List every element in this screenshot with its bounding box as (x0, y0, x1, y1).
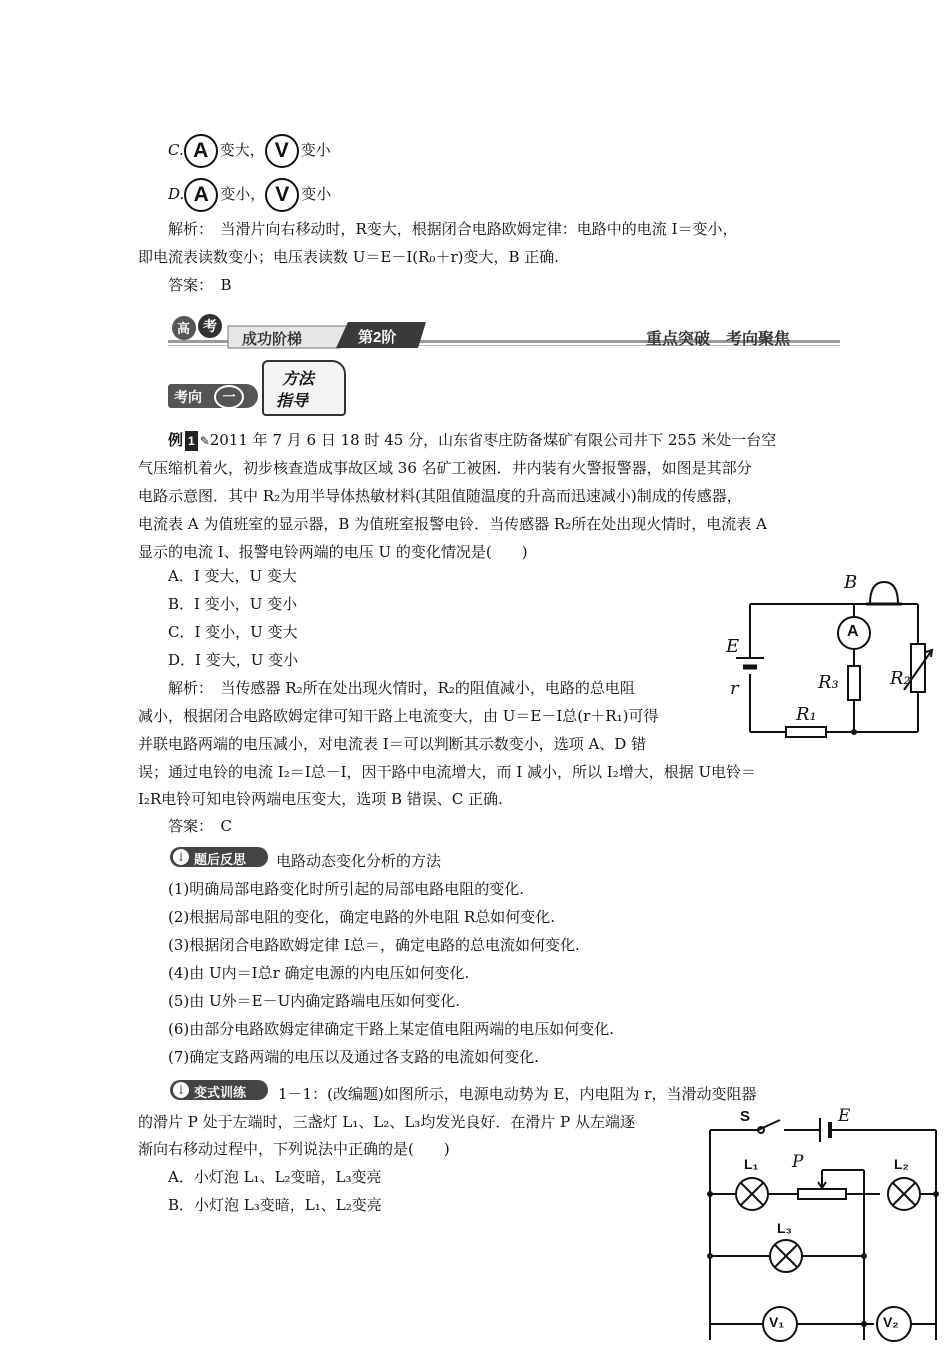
ammeter-label: A (847, 623, 859, 640)
option-text: 变小， (220, 185, 266, 203)
direction-label: 考向 (174, 389, 202, 405)
circuit-wires-2 (700, 1104, 948, 1344)
option-text: 变小 (301, 185, 332, 203)
option-d (168, 178, 331, 212)
ammeter-symbol: A (184, 178, 218, 212)
label-P: P (792, 1152, 804, 1172)
label-r: r (730, 678, 739, 699)
option-letter: C. (168, 141, 184, 159)
example-line-2: 气压缩机着火，初步核查造成事故区域 36 名矿工被困．井内装有火警报警器，如图是其部分 (138, 459, 752, 477)
reflection-item: (3)根据闭合电路欧姆定律 I总＝，确定电路的总电流如何变化. (168, 936, 580, 954)
analysis-line: I₂R电铃可知电铃两端电压变大，选项 B 错误、C 正确. (138, 790, 503, 808)
label-R3: R₃ (818, 672, 839, 693)
example-text: 2011 年 7 月 6 日 18 时 45 分，山东省枣庄防备煤矿有限公司井下 255 米处一台空 (209, 431, 777, 449)
direction-number: 一 (214, 385, 244, 409)
answer-line: 答案： C (168, 817, 232, 835)
voltmeter-symbol: V (265, 134, 299, 168)
analysis-line: 解析： 当滑片向右移动时，R变大，根据闭合电路欧姆定律：电路中的电流 I＝变小， (168, 220, 738, 238)
label-R1: R₁ (796, 704, 817, 725)
option-letter: D. (168, 185, 185, 203)
reflection-badge-label: 题后反思 (194, 852, 247, 867)
training-line-1: 1－1：(改编题)如图所示，电源电动势为 E，内电阻为 r，当滑动变阻器 (278, 1085, 757, 1103)
reflection-item: (4)由 U内＝I总r 确定电源的内电压如何变化. (168, 964, 470, 982)
training-badge (170, 1080, 268, 1100)
circuit-diagram-lamps (700, 1104, 948, 1344)
example-line-1 (168, 430, 776, 451)
label-L2: L₂ (894, 1156, 909, 1172)
label-R2: R₂ (890, 668, 911, 689)
label-E2: E (838, 1106, 851, 1126)
option-c-2: C．I 变小，U 变大 (168, 623, 298, 641)
reflection-item: (6)由部分电路欧姆定律确定干路上某定值电阻两端的电压如何变化. (168, 1020, 615, 1038)
example-number: 1 (185, 431, 198, 451)
example-line-3: 电路示意图．其中 R₂为用半导体热敏材料(其阻值随温度的升高而迅速减小)制成的传感器， (138, 487, 742, 505)
training-option-a: A．小灯泡 L₁、L₂变暗，L₃变亮 (168, 1168, 382, 1186)
option-a: A．I 变大，U 变大 (168, 567, 297, 585)
voltmeter-symbol: V (265, 178, 299, 212)
training-option-b: B．小灯泡 L₃变暗，L₁、L₂变亮 (168, 1196, 382, 1214)
voltmeter-V2: V₂ (883, 1314, 899, 1330)
reflection-badge (170, 847, 268, 867)
example-label: 例 (168, 432, 184, 449)
leaf-icon: ✎ (199, 434, 210, 448)
reflection-item: (2)根据局部电阻的变化，确定电路的外电阻 R总如何变化. (168, 908, 556, 926)
arrow-down-icon: ↓ (173, 1082, 189, 1098)
reflection-item: (7)确定支路两端的电压以及通过各支路的电流如何变化. (168, 1048, 540, 1066)
label-E: E (726, 636, 740, 657)
analysis-line: 即电流表读数变小；电压表读数 U＝E－I(R₀＋r)变大，B 正确. (138, 248, 560, 266)
answer-line: 答案： B (168, 276, 232, 294)
method-label-1: 方法 (282, 371, 315, 388)
analysis-line: 误；通过电铃的电流 I₂＝I总－I，因干路中电流增大，而 I 减小，所以 I₂增大，根据 U电铃＝ (138, 763, 757, 781)
option-c (168, 134, 331, 168)
section-banner (168, 314, 840, 354)
method-label-2: 指导 (276, 393, 309, 410)
circuit-diagram-fire-alarm (720, 570, 935, 745)
method-guide-box (262, 360, 346, 416)
reflection-item: (5)由 U外＝E－U内确定路端电压如何变化. (168, 992, 461, 1010)
example-line-4: 电流表 A 为值班室的显示器，B 为值班室报警电铃．当传感器 R₂所在处出现火情时，电流表 A (138, 515, 767, 533)
direction-badge (168, 384, 258, 408)
banner-gao: 高 (177, 321, 191, 336)
training-line-3: 渐向右移动过程中，下列说法中正确的是( ) (138, 1140, 450, 1158)
option-text: 变小 (300, 141, 331, 159)
circuit-wires (720, 570, 935, 745)
switch-label: S (740, 1108, 751, 1125)
option-d-2: D．I 变大，U 变小 (168, 651, 299, 669)
banner-right-title: 重点突破 考向聚焦 (646, 331, 791, 348)
option-text: 变大， (219, 141, 265, 159)
training-line-2: 的滑片 P 处于左端时，三盏灯 L₁、L₂、L₃均发光良好．在滑片 P 从左端逐 (138, 1113, 635, 1131)
label-L1: L₁ (744, 1156, 759, 1172)
banner-kao: 考 (203, 318, 217, 334)
training-badge-label: 变式训练 (194, 1085, 247, 1100)
reflection-title: 电路动态变化分析的方法 (276, 852, 442, 870)
reflection-item: (1)明确局部电路变化时所引起的局部电路电阻的变化. (168, 880, 525, 898)
option-b: B．I 变小，U 变小 (168, 595, 298, 613)
ammeter-symbol: A (184, 134, 218, 168)
analysis-line: 解析： 当传感器 R₂所在处出现火情时，R₂的阻值减小，电路的总电阻 (168, 679, 635, 697)
voltmeter-V1: V₁ (769, 1314, 785, 1330)
analysis-line: 减小，根据闭合电路欧姆定律可知干路上电流变大，由 U＝E－I总(r＋R₁)可得 (138, 707, 659, 725)
banner-stage: 第2阶 (358, 329, 397, 346)
example-line-5: 显示的电流 I、报警电铃两端的电压 U 的变化情况是( ) (138, 543, 528, 561)
analysis-line: 并联电路两端的电压减小，对电流表 I＝可以判断其示数变小，选项 A、D 错 (138, 735, 647, 753)
banner-ladder: 成功阶梯 (242, 331, 303, 348)
label-L3: L₃ (777, 1220, 793, 1236)
arrow-down-icon: ↓ (173, 849, 189, 865)
label-B: B (844, 572, 858, 593)
